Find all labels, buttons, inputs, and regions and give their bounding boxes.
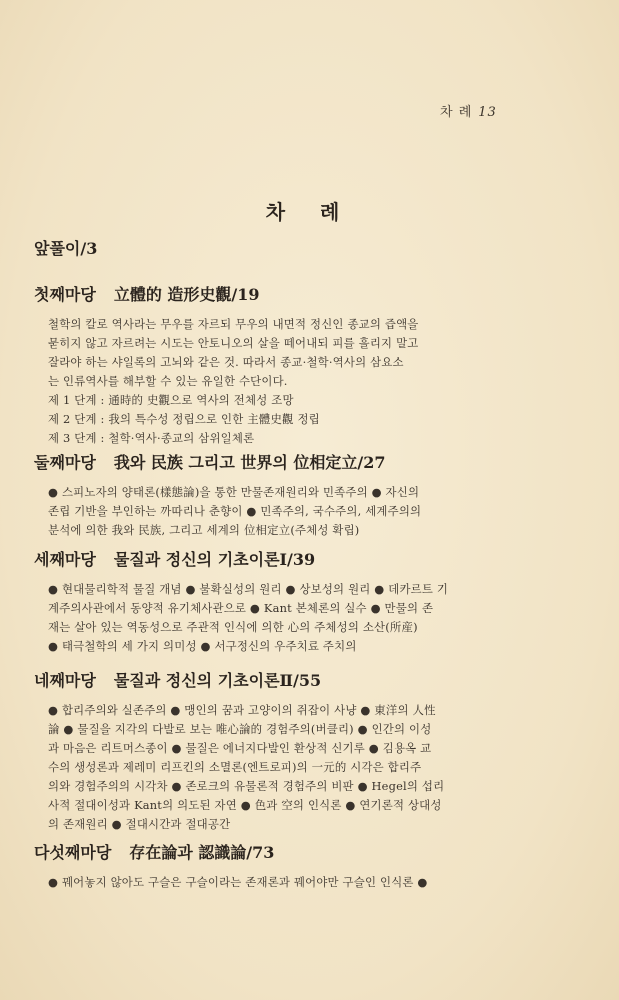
page-number: 13	[478, 105, 497, 120]
section-text-line: ● 현대물리학적 물질 개념 ● 불확실성의 원리 ● 상보성의 원리 ● 데카르트 기	[48, 582, 449, 596]
running-head	[440, 101, 560, 120]
section-ordinal: 세째마당	[34, 550, 96, 569]
section-text-line: 분석에 의한 我와 民族, 그리고 세계의 位相定立(주체성 확립)	[48, 523, 360, 537]
section-text-line: 계주의사관에서 동양적 유기체사관으로 ● Kant 본체론의 실수 ● 만물의 존	[48, 601, 434, 615]
section-title: 물질과 정신의 기초이론Ⅰ/39	[113, 550, 316, 569]
section-text-line: 제 1 단계 : 通時的 史觀으로 역사의 전체성 조망	[48, 393, 294, 407]
section-text-line: ● 태극철학의 세 가지 의미성 ● 서구정신의 우주치료 주치의	[48, 639, 357, 653]
section-text-line: 철학의 칼로 역사라는 무우를 자르되 무우의 내면적 정신인 종교의 즙액을	[48, 317, 419, 331]
page-title: 차 례	[265, 200, 354, 224]
section-text-line: 과 마음은 리트머스종이 ● 물질은 에너지다발인 환상적 신기루 ● 김용옥 교	[48, 741, 432, 755]
section-title: 我와 民族 그리고 世界의 位相定立/27	[113, 453, 386, 472]
section-text-line: ● 합리주의와 실존주의 ● 맹인의 꿈과 고양이의 쥐잡이 사냥 ● 東洋의 人性	[48, 703, 436, 717]
running-head-label: 차 례	[440, 105, 473, 120]
preface-heading: 앞풀이/3	[34, 239, 98, 258]
section-title: 存在論과 認識論/73	[129, 843, 275, 862]
section-text-line: 사적 절대이성과 Kant의 의도된 자연 ● 色과 空의 인식론 ● 연기론적 상대성	[48, 798, 442, 812]
section-heading-4	[34, 668, 594, 691]
section-heading-1	[34, 282, 594, 305]
section-text-line: ● 꿰어놓지 않아도 구슬은 구슬이라는 존재론과 꿰어야만 구슬인 인식론 ●	[48, 875, 428, 889]
section-text-line: 존립 기반을 부인하는 까따리나 춘향이 ● 민족주의, 국수주의, 세계주의의	[48, 504, 422, 518]
section-text-line: 제 2 단계 : 我의 특수성 정립으로 인한 主體史觀 정립	[48, 412, 320, 426]
section-text-line: 수의 생성론과 제레미 리프킨의 소멸론(엔트로피)의 一元的 시각은 합리주	[48, 760, 422, 774]
section-text-line: 의와 경험주의의 시각차 ● 존로크의 유물론적 경험주의 비판 ● Hegel의 섭리	[48, 779, 445, 793]
section-ordinal: 다섯째마당	[34, 843, 112, 862]
section-ordinal: 둘째마당	[34, 453, 96, 472]
section-text-line: 잘라야 하는 샤일록의 고뇌와 같은 것. 따라서 종교·철학·역사의 삼요소	[48, 355, 404, 369]
section-text-line: 제 3 단계 : 철학·역사·종교의 삼위일체론	[48, 431, 255, 445]
section-ordinal: 네째마당	[34, 671, 96, 690]
section-title: 立體的 造形史觀/19	[113, 285, 260, 304]
section-text-line: 는 인류역사를 해부할 수 있는 유일한 수단이다.	[48, 374, 288, 388]
section-text-line: ● 스피노자의 양태론(樣態論)을 통한 만물존재원리와 민족주의 ● 자신의	[48, 485, 420, 499]
section-text-line: 재는 살아 있는 역동성으로 주관적 인식에 의한 心의 주체성의 소산(所産)	[48, 620, 418, 634]
section-text-line: 의 존재원리 ● 절대시간과 절대공간	[48, 817, 231, 831]
section-heading-3	[34, 547, 594, 570]
section-heading-5	[34, 840, 594, 863]
section-title: 물질과 정신의 기초이론Ⅱ/55	[113, 671, 322, 690]
section-text-line: 묻히지 않고 자르려는 시도는 안토니오의 살을 떼어내되 피를 흘리지 말고	[48, 336, 419, 350]
section-text-line: 論 ● 물질을 지각의 다발로 보는 唯心論的 경험주의(버클리) ● 인간의 이성	[48, 722, 432, 736]
section-ordinal: 첫째마당	[34, 285, 96, 304]
section-heading-2	[34, 450, 594, 473]
